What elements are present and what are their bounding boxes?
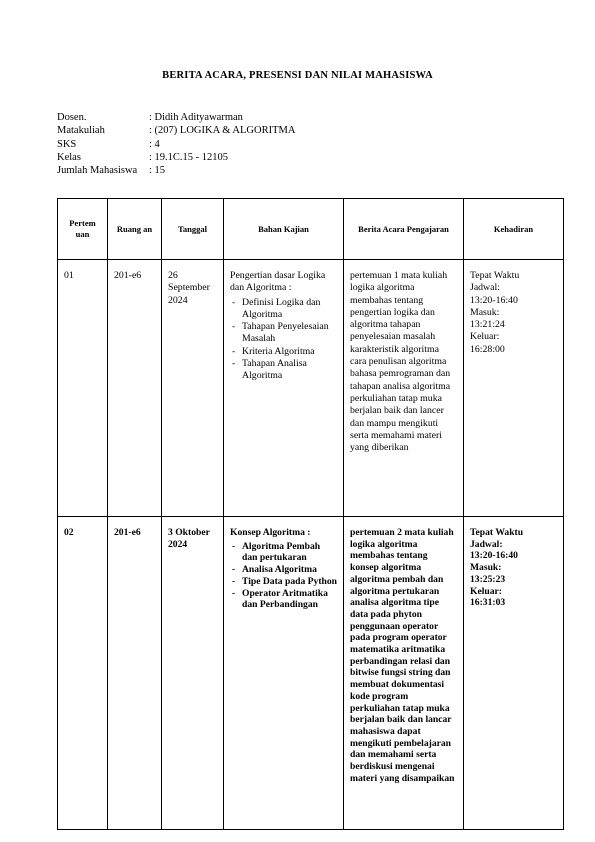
cell-pertemuan: 01 <box>58 260 108 517</box>
info-label: Dosen. <box>57 112 87 123</box>
info-row-matakuliah <box>57 124 295 137</box>
kehadiran-line: 13:20-16:40 <box>470 294 518 306</box>
info-row-kelas <box>57 151 295 164</box>
list-item: - Definisi Logika dan Algoritma <box>230 297 337 322</box>
kehadiran-line: Jadwal: <box>470 282 500 294</box>
course-info <box>57 111 295 177</box>
info-row-sks <box>57 138 295 151</box>
kehadiran-line: Keluar: <box>470 331 500 343</box>
cell-tanggal: 26 September 2024 <box>162 260 224 517</box>
bahan-list <box>230 297 337 383</box>
kehadiran-line: Masuk: <box>470 562 502 574</box>
kehadiran-line: 13:25:23 <box>470 573 506 585</box>
kehadiran-line: 13:20-16:40 <box>470 550 518 562</box>
kehadiran-status: Tepat Waktu <box>470 270 520 281</box>
info-value: : 4 <box>149 138 160 150</box>
cell-ruangan: 201-e6 <box>108 260 162 517</box>
list-item: - Algoritma Pembah dan pertukaran <box>230 541 337 564</box>
cell-tanggal: 3 Oktober 2024 <box>162 517 224 830</box>
kehadiran-line: 16:31:03 <box>470 597 506 609</box>
header-kehadiran: Kehadiran <box>464 199 564 260</box>
list-item: - Tipe Data pada Python <box>230 576 337 588</box>
bahan-list <box>230 541 337 611</box>
list-item: - Kriteria Algoritma <box>230 346 337 358</box>
list-item: - Operator Aritmatika dan Perbandingan <box>230 588 337 611</box>
list-item: - Tahapan Penyelesaian Masalah <box>230 321 337 346</box>
cell-ruangan: 201-e6 <box>108 517 162 830</box>
header-ruangan: Ruang an <box>108 199 162 260</box>
info-label: Matakuliah <box>57 125 105 137</box>
kehadiran-status: Tepat Waktu <box>470 527 524 538</box>
header-berita-acara: Berita Acara Pengajaran <box>344 199 464 260</box>
info-label: SKS <box>57 138 77 150</box>
table-row <box>58 517 564 830</box>
attendance-table <box>57 198 564 830</box>
bahan-intro: Konsep Algoritma : <box>230 527 311 538</box>
header-tanggal: Tanggal <box>162 199 224 260</box>
list-item: - Analisa Algoritma <box>230 564 337 576</box>
info-value: : 19.1C.15 - 12105 <box>149 151 229 163</box>
cell-pertemuan: 02 <box>58 517 108 830</box>
kehadiran-line: 13:21:24 <box>470 319 505 331</box>
table-header-row <box>58 199 564 260</box>
header-pertemuan: Pertem uan <box>58 199 108 260</box>
table-row <box>58 260 564 517</box>
list-item: - Tahapan Analisa Algoritma <box>230 358 337 383</box>
kehadiran-line: Keluar: <box>470 585 502 597</box>
info-value: : Didih Adityawarman <box>149 112 243 123</box>
cell-kehadiran <box>464 260 564 517</box>
cell-berita-acara: pertemuan 2 mata kuliah logika algoritma membahas tentang konsep algoritma algoritma pembah dan algoritma pertukaran analisa algoritma tipe data pada phyton penggunaan operator pada program operator matematika aritmatika perbandingan relasi dan bitwise fungsi string dan membuat dokumentasi kode program perkuliahan tatap muka berjalan baik dan lancar mahasiswa dapat mengikuti pembelajaran dan memahami serta berdiskusi mengenai materi yang disampaikan <box>344 517 464 830</box>
cell-bahan-kajian <box>224 260 344 517</box>
kehadiran-line: Masuk: <box>470 306 500 318</box>
kehadiran-line: 16:28:00 <box>470 343 505 355</box>
cell-kehadiran <box>464 517 564 830</box>
info-label: Kelas <box>57 151 81 163</box>
cell-bahan-kajian <box>224 517 344 830</box>
kehadiran-line: Jadwal: <box>470 538 503 550</box>
info-value: : (207) LOGIKA & ALGORITMA <box>149 125 296 137</box>
info-label: Jumlah Mahasiswa <box>57 165 138 177</box>
bahan-intro: Pengertian dasar Logika dan Algoritma : <box>230 270 326 294</box>
info-row-dosen <box>57 111 295 124</box>
info-value: : 15 <box>149 165 166 177</box>
document-title: BERITA ACARA, PRESENSI DAN NILAI MAHASISWA <box>162 70 433 81</box>
header-bahan-kajian: Bahan Kajian <box>224 199 344 260</box>
info-row-jumlah-mahasiswa <box>57 164 295 177</box>
cell-berita-acara: pertemuan 1 mata kuliah logika algoritma membahas tentang pengertian logika dan algoritma tahapan penyelesaian masalah karakteristik algoritma cara penulisan algoritma bahasa pemrograman dan tahapan analisa algoritma perkuliahan tatap muka berjalan baik dan lancer dan mampu mengikuti serta memahami materi yang diberikan <box>344 260 464 517</box>
